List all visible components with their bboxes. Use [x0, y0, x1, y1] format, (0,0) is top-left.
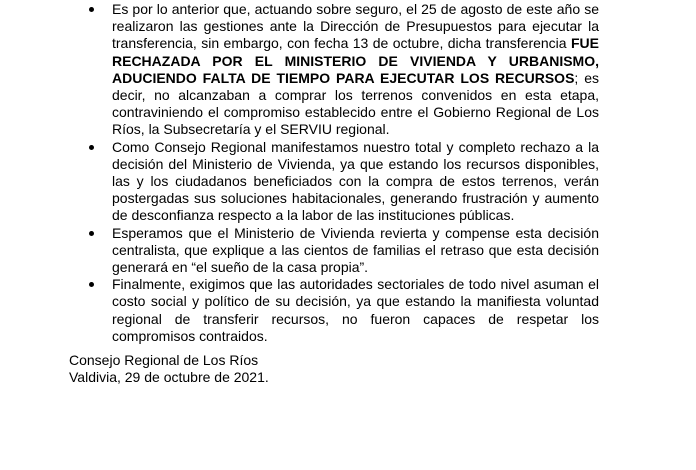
- bullet-list: [112, 1, 599, 345]
- bullet-text: Finalmente, exigimos que las autoridades sectoriales de todo nivel asuman el costo social y político de su decisión, ya que estando la manifiesta voluntad regional de transferir recursos, no fueron capaces de respetar los compromisos contraidos.: [112, 276, 599, 344]
- signature-org: Consejo Regional de Los Ríos: [69, 352, 259, 368]
- bullet-item: [112, 276, 599, 345]
- bullet-text: Esperamos que el Ministerio de Vivienda revierta y compense esta decisión centralista, que explique a las cientos de familias el retraso que esta decisión generará en “el sueño de la casa propia”.: [112, 224, 599, 276]
- bullet-text: Como Consejo Regional manifestamos nuestro total y completo rechazo a la decisión del Ministerio de Vivienda, ya que estando los recursos disponibles, las y los ciudadanos beneficiados con la compra de estos terrenos, verán postergadas sus soluciones habitacionales, generando frustración y aumento de desconfianza respecto a la labor de las instituciones públicas.: [112, 138, 599, 224]
- bullet-text-post: ; es decir, no alcanzaban a comprar los terrenos convenidos en esta etapa, contraviniendo el compromiso establecido entre el Gobierno Regional de Los Ríos, la Subsecretaría y el SERVIU regional.: [112, 69, 599, 138]
- bullet-dot-icon: [89, 145, 94, 150]
- bullet-item: [112, 1, 599, 139]
- signature-place-date: Valdivia, 29 de octubre de 2021.: [69, 369, 269, 386]
- bullet-item: [112, 225, 599, 277]
- bullet-text-pre: Es por lo anterior que, actuando sobre seguro, el 25 de agosto de este año se realizaron las gestiones ante la Dirección de Presupuestos para ejecutar la transferencia, sin embargo, con fecha 13 de octubre, dicha transferencia: [112, 1, 599, 52]
- signature-block: [69, 352, 269, 386]
- bullet-text-bold: FUE RECHAZADA POR EL MINISTERIO DE VIVIENDA Y URBANISMO, ADUCIENDO FALTA DE TIEMPO PARA EJECUTAR LOS RECURSOS: [112, 35, 599, 86]
- bullet-dot-icon: [89, 282, 94, 287]
- bullet-dot-icon: [89, 7, 94, 12]
- bullet-item: [112, 139, 599, 225]
- bullet-dot-icon: [89, 231, 94, 236]
